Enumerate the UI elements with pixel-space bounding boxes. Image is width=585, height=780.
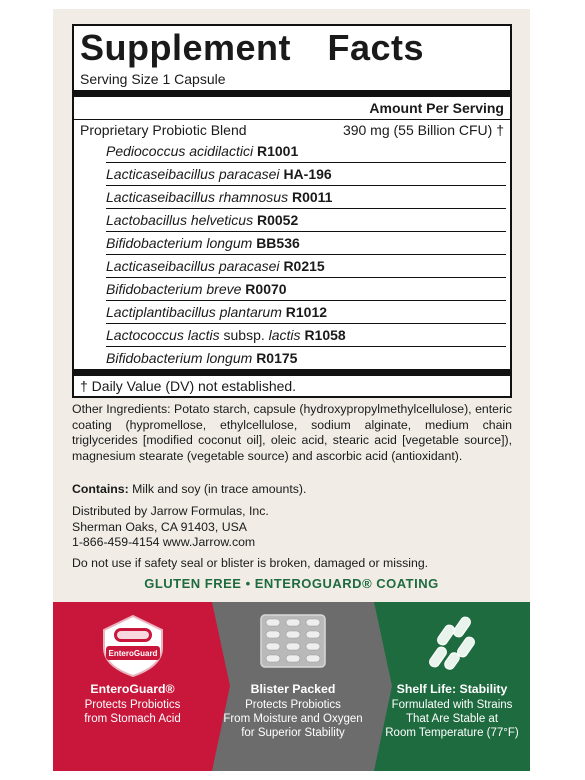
list-item: Lactiplantibacillus plantarum R1012 [106, 301, 506, 324]
blend-amount: 390 mg (55 Billion CFU) † [342, 122, 504, 138]
panel-text: Protects Probiotics From Moisture and Oxygen for Superior Stability [223, 699, 363, 739]
list-item: Lacticaseibacillus rhamnosus R0011 [106, 186, 506, 209]
svg-text:EnteroGuard: EnteroGuard [108, 649, 157, 658]
features-banner: GLUTEN FREE • ENTEROGUARD® COATING [144, 576, 439, 591]
capsule-shield-icon [53, 614, 212, 678]
blend-name: Proprietary Probiotic Blend [80, 122, 247, 138]
panel-title: Blister Packed [250, 682, 336, 696]
header-divider [74, 119, 510, 120]
enteroguard-panel [53, 602, 212, 771]
shelf-life-panel [374, 602, 530, 771]
probiotic-bacteria-icon [374, 614, 530, 676]
list-item: Pediococcus acidilactici R1001 [106, 140, 506, 163]
panel-text: Protects Probiotics from Stomach Acid [84, 699, 181, 725]
facts-title: Supplement Facts [80, 27, 425, 68]
distributor-info: Distributed by Jarrow Formulas, Inc. Sherman Oaks, CA 91403, USA 1-866-459-4154 www.Jarrow.com [72, 504, 269, 549]
strain-list [106, 140, 506, 369]
list-item: Lacticaseibacillus paracasei HA-196 [106, 163, 506, 186]
thick-divider-bottom [74, 369, 510, 376]
list-item: Bifidobacterium longum R0175 [106, 350, 298, 366]
feature-panels [53, 602, 530, 771]
contains-statement: Contains: Milk and soy (in trace amounts). [72, 482, 307, 496]
panel-title: EnteroGuard® [90, 682, 175, 696]
list-item: Lacticaseibacillus paracasei R0215 [106, 255, 506, 278]
blister-panel [212, 602, 374, 771]
other-ingredients: Other Ingredients: Potato starch, capsule (hydroxypropylmethylcellulose), enteric coating (hypromellose, ethylcellulose, sodium alginate, medium chain triglycerides [modified coconut oil], oleic acid, stearic acid [vegetable source]), magnesium stearate (vegetable source) and ascorbic acid (antioxidant). [72, 402, 512, 463]
amount-per-serving-header: Amount Per Serving [369, 100, 504, 116]
list-item: Lactococcus lactis subsp. lactis R1058 [106, 324, 506, 347]
blister-pack-icon [212, 614, 374, 668]
dv-note: † Daily Value (DV) not established. [80, 378, 297, 394]
panel-title: Shelf Life: Stability [396, 682, 508, 696]
blend-row [80, 121, 504, 139]
thick-divider [74, 90, 510, 97]
list-item: Bifidobacterium breve R0070 [106, 278, 506, 301]
list-item: Bifidobacterium longum BB536 [106, 232, 506, 255]
supplement-facts-panel [72, 24, 512, 398]
panel-text: Formulated with Strains That Are Stable at Room Temperature (77°F) [385, 699, 519, 739]
safety-warning: Do not use if safety seal or blister is broken, damaged or missing. [72, 556, 429, 570]
serving-size: Serving Size 1 Capsule [80, 71, 226, 87]
list-item: Lactobacillus helveticus R0052 [106, 209, 506, 232]
